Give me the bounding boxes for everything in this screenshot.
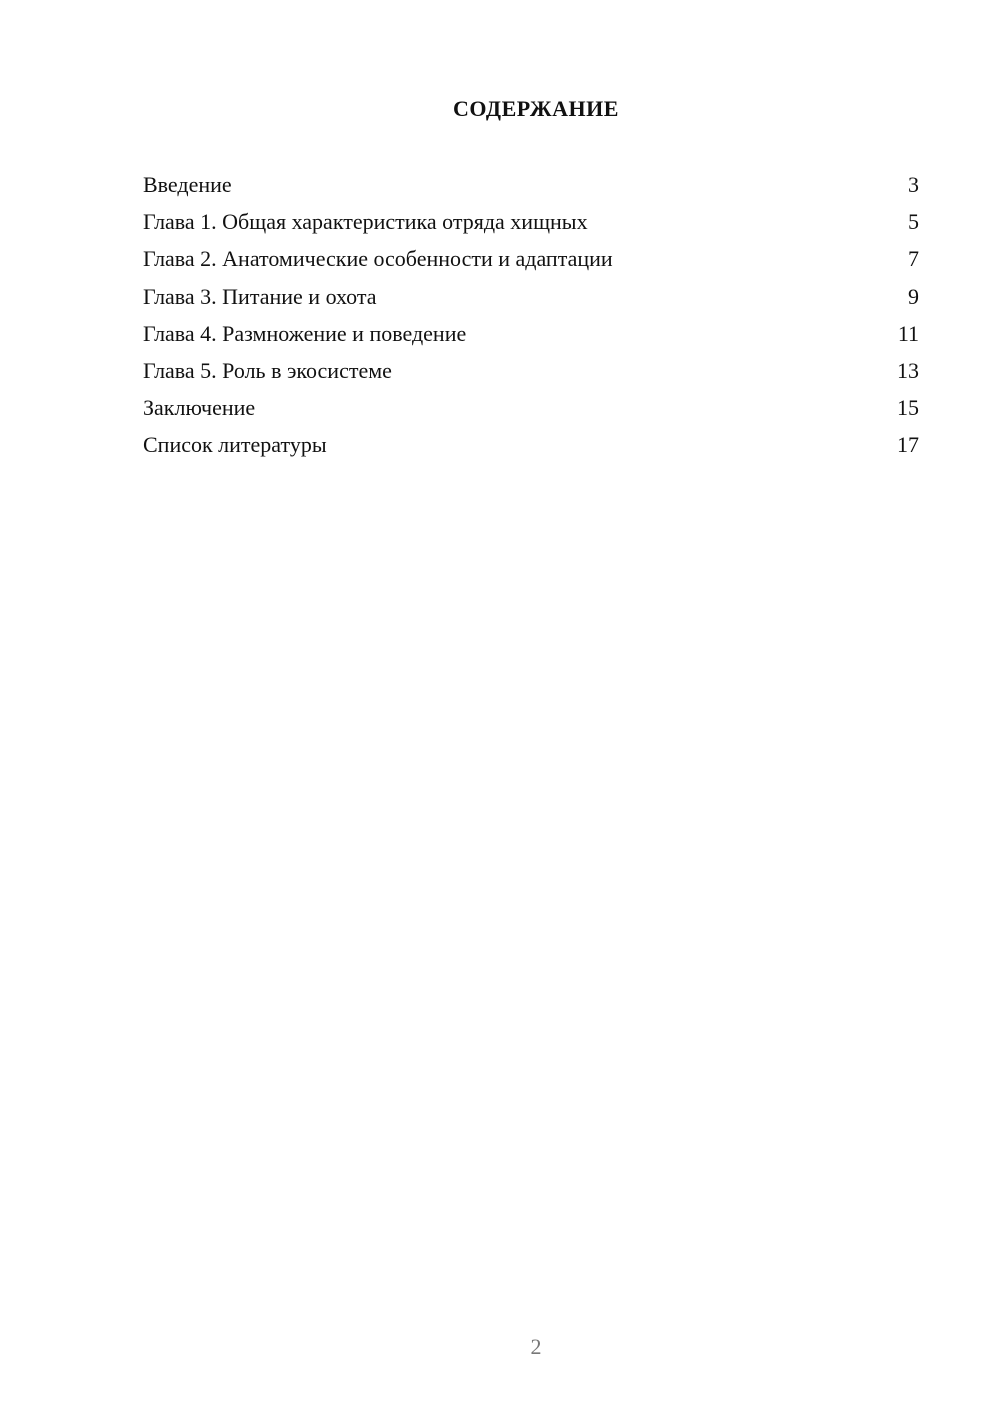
toc-entry-label: Заключение [143,395,256,421]
toc-entry-label: Список литературы [143,432,327,458]
toc-entry-references [143,431,919,468]
toc-title: СОДЕРЖАНИЕ [453,96,619,121]
toc-entry-page: 17 [897,432,919,458]
toc-entry-page: 13 [897,357,919,383]
toc-entry-chapter-5 [143,357,919,394]
toc-entry-page: 15 [897,395,919,421]
toc-entry-label: Глава 1. Общая характеристика отряда хищных [143,209,588,235]
toc-entry-page: 9 [908,283,919,309]
toc-entry-conclusion [143,394,919,431]
toc-entry-chapter-1 [143,208,919,245]
toc-entry-label: Глава 4. Размножение и поведение [143,320,467,346]
toc-entry-chapter-4 [143,320,919,357]
toc-entry-page: 3 [908,172,919,197]
toc-entry-chapter-2 [143,245,919,282]
toc-entry-page: 7 [908,246,919,272]
toc-entry-label: Глава 2. Анатомические особенности и адаптации [143,246,613,272]
toc-entry-label: Глава 3. Питание и охота [143,283,377,309]
toc-entry-page: 11 [897,320,919,346]
toc-entry-label: Глава 5. Роль в экосистеме [143,357,392,383]
page-number: 2 [530,1334,542,1359]
toc-entry-introduction [143,171,919,208]
table-of-contents [143,171,919,469]
toc-entry-label: Введение [143,172,232,197]
toc-entry-chapter-3 [143,283,919,320]
toc-entry-page: 5 [908,209,919,235]
